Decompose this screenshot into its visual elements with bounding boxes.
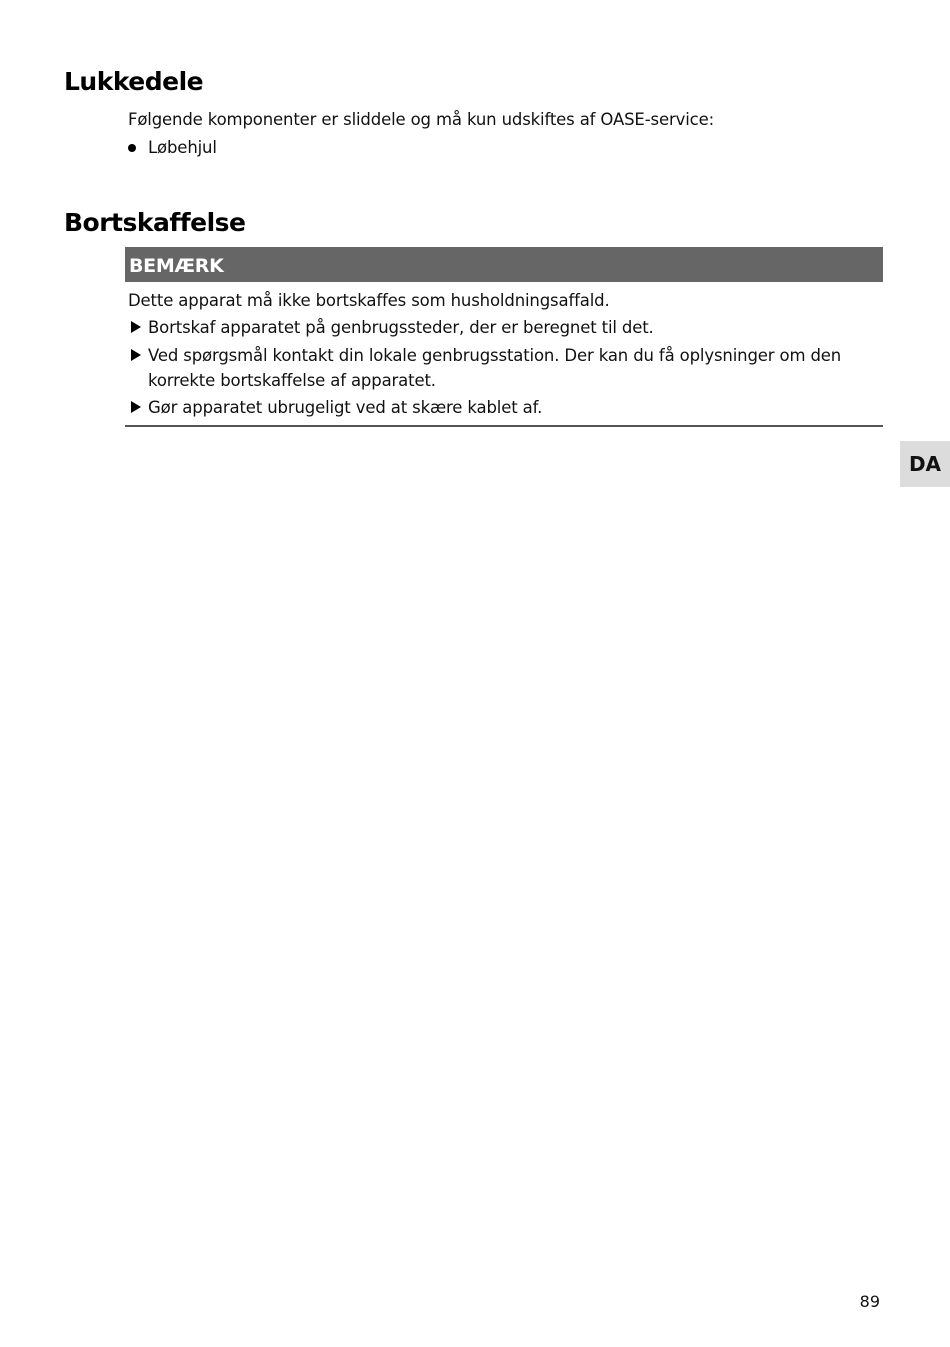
list-item — [128, 136, 217, 160]
notice-bottom-divider — [125, 425, 883, 427]
notice-step — [131, 315, 883, 340]
page-number: 89 — [859, 1292, 880, 1311]
arrow-right-icon — [131, 321, 141, 333]
bullet-dot-icon — [128, 144, 136, 152]
language-tab-label: DA — [908, 452, 942, 476]
lukkedele-intro-text: Følgende komponenter er sliddele og må kun udskiftes af OASE-service: — [128, 110, 714, 129]
list-item-label: Løbehjul — [148, 138, 217, 157]
notice-step — [131, 395, 883, 420]
notice-step-text: Gør apparatet ubrugeligt ved at skære kablet af. — [148, 398, 543, 417]
notice-label: BEMÆRK — [129, 255, 224, 277]
arrow-right-icon — [131, 349, 141, 361]
notice-step-text: Bortskaf apparatet på genbrugssteder, der er beregnet til det. — [148, 318, 654, 337]
notice-text: Dette apparat må ikke bortskaffes som husholdningsaffald. — [128, 291, 610, 310]
notice-step — [131, 343, 883, 393]
section-title-lukkedele: Lukkedele — [64, 67, 204, 96]
arrow-right-icon — [131, 401, 141, 413]
language-tab — [900, 441, 950, 487]
section-title-bortskaffelse: Bortskaffelse — [64, 208, 246, 237]
notice-header-bar — [125, 247, 883, 282]
notice-step-text: Ved spørgsmål kontakt din lokale genbrugsstation. Der kan du få oplysninger om den korrekte bortskaffelse af apparatet. — [148, 346, 842, 390]
